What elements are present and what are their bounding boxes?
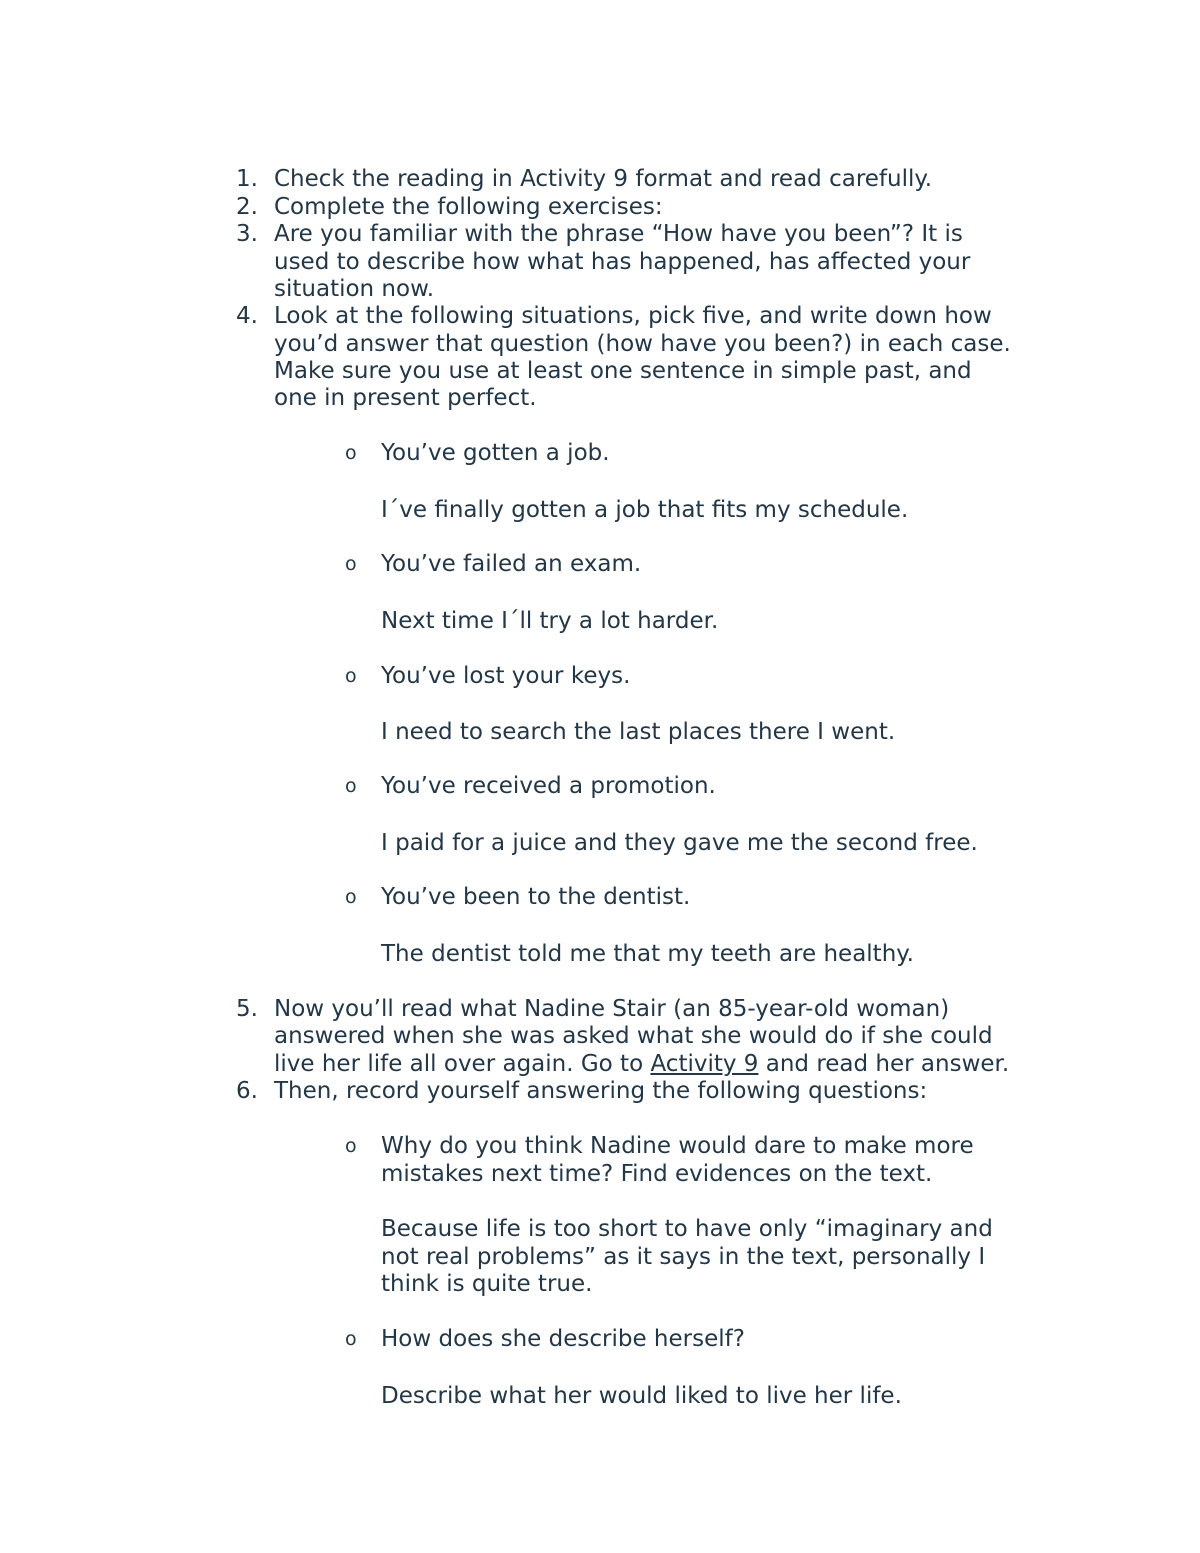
list-number-5: 5. bbox=[236, 996, 258, 1022]
item5-line-3 bbox=[274, 1051, 1009, 1078]
answer-2-line-1: Describe what her would liked to live her life. bbox=[381, 1383, 902, 1409]
question-1-line-2: mistakes next time? Find evidences on the text. bbox=[381, 1161, 933, 1187]
list-number-4: 4. bbox=[236, 303, 258, 329]
bullet-icon: o bbox=[345, 1328, 357, 1350]
item2-text: Complete the following exercises: bbox=[274, 194, 663, 220]
bullet-icon: o bbox=[345, 1135, 357, 1157]
item1-text: Check the reading in Activity 9 format and read carefully. bbox=[274, 166, 933, 192]
item3-line-1: Are you familiar with the phrase “How have you been”? It is bbox=[274, 221, 963, 247]
item5-line-3-before: live her life all over again. Go to bbox=[274, 1051, 651, 1077]
situation-prompt-5: You’ve been to the dentist. bbox=[381, 884, 691, 910]
bullet-icon: o bbox=[345, 886, 357, 908]
bullet-icon: o bbox=[345, 442, 357, 464]
bullet-icon: o bbox=[345, 775, 357, 797]
situation-prompt-4: You’ve received a promotion. bbox=[381, 773, 716, 799]
situation-answer-4: I paid for a juice and they gave me the second free. bbox=[381, 830, 978, 856]
list-number-1: 1. bbox=[236, 166, 258, 192]
item5-line-2: answered when she was asked what she would do if she could bbox=[274, 1023, 993, 1049]
answer-1-line-2: not real problems” as it says in the text, personally I bbox=[381, 1244, 986, 1270]
situation-prompt-3: You’ve lost your keys. bbox=[381, 663, 631, 689]
situation-answer-2: Next time I´ll try a lot harder. bbox=[381, 608, 719, 634]
item6-text: Then, record yourself answering the following questions: bbox=[274, 1078, 928, 1104]
answer-1-line-3: think is quite true. bbox=[381, 1271, 593, 1297]
situation-prompt-2: You’ve failed an exam. bbox=[381, 551, 642, 577]
item4-line-1: Look at the following situations, pick five, and write down how bbox=[274, 303, 992, 329]
situation-answer-1: I´ve finally gotten a job that fits my schedule. bbox=[381, 497, 909, 523]
situation-answer-3: I need to search the last places there I went. bbox=[381, 719, 896, 745]
question-1-line-1: Why do you think Nadine would dare to make more bbox=[381, 1133, 974, 1159]
list-number-6: 6. bbox=[236, 1078, 258, 1104]
activity-9-link[interactable]: Activity 9 bbox=[650, 1051, 759, 1077]
item5-line-1: Now you’ll read what Nadine Stair (an 85-year-old woman) bbox=[274, 996, 950, 1022]
list-number-3: 3. bbox=[236, 221, 258, 247]
bullet-icon: o bbox=[345, 665, 357, 687]
situation-prompt-1: You’ve gotten a job. bbox=[381, 440, 610, 466]
situation-answer-5: The dentist told me that my teeth are healthy. bbox=[381, 941, 914, 967]
item5-line-3-after: and read her answer. bbox=[758, 1051, 1010, 1077]
bullet-icon: o bbox=[345, 553, 357, 575]
item3-line-3: situation now. bbox=[274, 276, 435, 302]
list-number-2: 2. bbox=[236, 194, 258, 220]
answer-1-line-1: Because life is too short to have only “imaginary and bbox=[381, 1216, 993, 1242]
item4-line-2: you’d answer that question (how have you been?) in each case. bbox=[274, 331, 1011, 357]
item4-line-4: one in present perfect. bbox=[274, 385, 537, 411]
question-2-line-1: How does she describe herself? bbox=[381, 1326, 745, 1352]
item4-line-3: Make sure you use at least one sentence in simple past, and bbox=[274, 358, 972, 384]
item3-line-2: used to describe how what has happened, has affected your bbox=[274, 249, 971, 275]
